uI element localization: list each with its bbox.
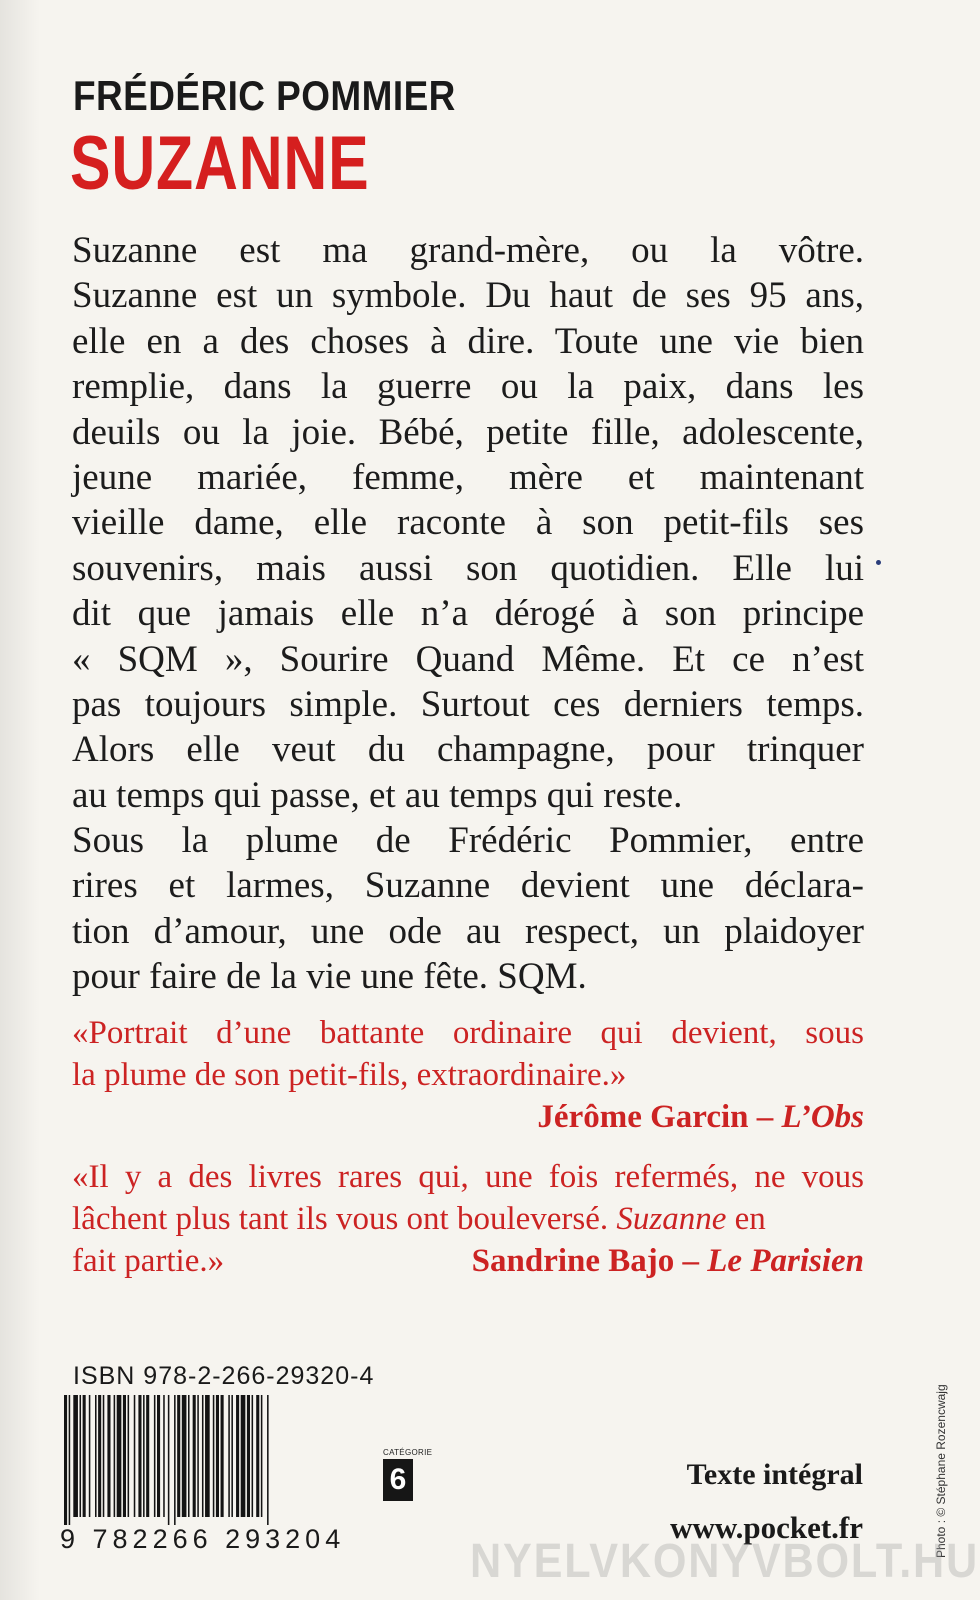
price-category bbox=[383, 1448, 433, 1501]
barcode-bar bbox=[83, 1395, 86, 1517]
barcode-bar bbox=[177, 1395, 180, 1517]
blurb-line: vieille dame, elle raconte à son petit-fils ses bbox=[72, 502, 864, 544]
barcode-bar bbox=[231, 1395, 233, 1517]
quote-line bbox=[72, 1198, 864, 1240]
quote-last-line bbox=[72, 1240, 864, 1282]
publisher-website: www.pocket.fr bbox=[670, 1510, 863, 1545]
quote-source: L’Obs bbox=[781, 1099, 864, 1135]
barcode-bar bbox=[89, 1395, 91, 1517]
blurb-line: pas toujours simple. Surtout ces derniers temps. bbox=[72, 683, 864, 725]
barcode-bar bbox=[123, 1395, 126, 1517]
barcode-bar bbox=[197, 1395, 199, 1517]
barcode-bar bbox=[80, 1395, 82, 1517]
quote-author: Jérôme Garcin – bbox=[537, 1099, 782, 1135]
barcode-bar bbox=[114, 1395, 116, 1517]
blurb-line: deuils ou la joie. Bébé, petite fille, adolescente, bbox=[72, 411, 864, 453]
quote-source: Le Parisien bbox=[707, 1243, 864, 1279]
barcode-bar bbox=[143, 1395, 145, 1517]
barcode-bar bbox=[202, 1395, 204, 1517]
barcode-bar bbox=[174, 1395, 176, 1525]
quote-attribution bbox=[472, 1240, 864, 1282]
barcode-bar bbox=[146, 1395, 149, 1517]
blurb-line: pour faire de la vie une fête. SQM. bbox=[72, 956, 587, 998]
barcode-bar bbox=[157, 1395, 160, 1517]
barcode-bar bbox=[73, 1395, 78, 1517]
barcode-bar bbox=[98, 1395, 101, 1517]
blurb-line: rires et larmes, Suzanne devient une déclara- bbox=[72, 865, 864, 907]
barcode-bar bbox=[168, 1395, 170, 1525]
barcode-bar bbox=[252, 1395, 254, 1517]
blurb bbox=[72, 228, 864, 1000]
blurb-line: remplie, dans la guerre ou la paix, dans les bbox=[72, 366, 864, 408]
texte-integral: Texte intégral bbox=[686, 1458, 863, 1491]
barcode-bar bbox=[188, 1395, 190, 1517]
barcode-bar bbox=[103, 1395, 105, 1517]
barcode-bar bbox=[228, 1395, 230, 1517]
speck-mark bbox=[876, 560, 881, 565]
barcode-bar bbox=[267, 1395, 269, 1525]
barcode-bar bbox=[193, 1395, 196, 1517]
barcode bbox=[62, 1395, 370, 1525]
barcode-bar bbox=[236, 1395, 239, 1517]
quote-text: fait partie.» bbox=[72, 1243, 225, 1279]
quote-attribution bbox=[72, 1096, 864, 1138]
barcode-bar bbox=[261, 1395, 263, 1517]
watermark: NYELVKONYVBOLT.HU bbox=[470, 1535, 980, 1588]
barcode-bar bbox=[163, 1395, 165, 1517]
blurb-line: Suzanne est ma grand-mère, ou la vôtre. bbox=[72, 230, 864, 271]
barcode-bar bbox=[221, 1395, 224, 1517]
isbn: ISBN 978-2-266-29320-4 bbox=[73, 1362, 375, 1390]
blurb-line: elle en a des choses à dire. Toute une vie bien bbox=[72, 320, 864, 362]
blurb-line: Suzanne est un symbole. Du haut de ses 95 ans, bbox=[72, 275, 864, 317]
quote-line: la plume de son petit-fils, extraordinaire.» bbox=[72, 1057, 627, 1093]
barcode-bar bbox=[138, 1395, 141, 1517]
blurb-line: Alors elle veut du champagne, pour trinquer bbox=[72, 729, 864, 771]
book-title: SUZANNE bbox=[70, 121, 370, 206]
barcode-bar bbox=[216, 1395, 219, 1517]
barcode-bar bbox=[64, 1395, 67, 1525]
barcode-bar bbox=[241, 1395, 246, 1517]
barcode-bar bbox=[205, 1395, 210, 1517]
press-quote-2 bbox=[72, 1156, 864, 1282]
blurb-line: Sous la plume de Frédéric Pommier, entre bbox=[72, 820, 864, 862]
quote-line: «Portrait d’une battante ordinaire qui devient, sous bbox=[72, 1015, 864, 1051]
blurb-line: au temps qui passe, et au temps qui reste. bbox=[72, 774, 683, 816]
quote-title-italic: Suzanne bbox=[616, 1201, 727, 1237]
quote-text: lâchent plus tant ils vous ont bouleversé. bbox=[72, 1201, 617, 1237]
barcode-bar bbox=[117, 1395, 122, 1517]
barcode-bar bbox=[182, 1395, 187, 1517]
barcode-bar bbox=[213, 1395, 215, 1517]
barcode-bar bbox=[256, 1395, 259, 1517]
quote-author: Sandrine Bajo – bbox=[471, 1243, 708, 1279]
blurb-line: tion d’amour, une ode au respect, un plaidoyer bbox=[72, 910, 864, 952]
barcode-bar bbox=[154, 1395, 156, 1517]
photo-credit: Photo : © Stéphane Rozencwajg bbox=[934, 1384, 948, 1558]
author-name: FRÉDÉRIC POMMIER bbox=[73, 72, 456, 119]
blurb-line: dit que jamais elle n’a dérogé à son principe bbox=[72, 593, 864, 635]
category-number: 6 bbox=[383, 1459, 413, 1501]
barcode-bar bbox=[128, 1395, 130, 1517]
barcode-bar bbox=[247, 1395, 250, 1517]
barcode-bar bbox=[107, 1395, 110, 1517]
barcode-bar bbox=[69, 1395, 71, 1525]
spine-shadow bbox=[0, 0, 40, 1600]
barcode-bar bbox=[134, 1395, 136, 1517]
barcode-bar bbox=[95, 1395, 97, 1517]
blurb-line: jeune mariée, femme, mère et maintenant bbox=[72, 456, 864, 498]
blurb-line: « SQM », Sourire Quand Même. Et ce n’est bbox=[72, 638, 864, 680]
barcode-digits: 9 782266 293204 bbox=[60, 1524, 346, 1554]
blurb-line: souvenirs, mais aussi son quotidien. Elle lui bbox=[72, 547, 864, 589]
quote-line: «Il y a des livres rares qui, une fois refermés, ne vous bbox=[72, 1159, 864, 1195]
quote-text: en bbox=[726, 1201, 766, 1237]
press-quote-1 bbox=[72, 1012, 864, 1138]
category-label: CATÉGORIE bbox=[383, 1448, 433, 1457]
